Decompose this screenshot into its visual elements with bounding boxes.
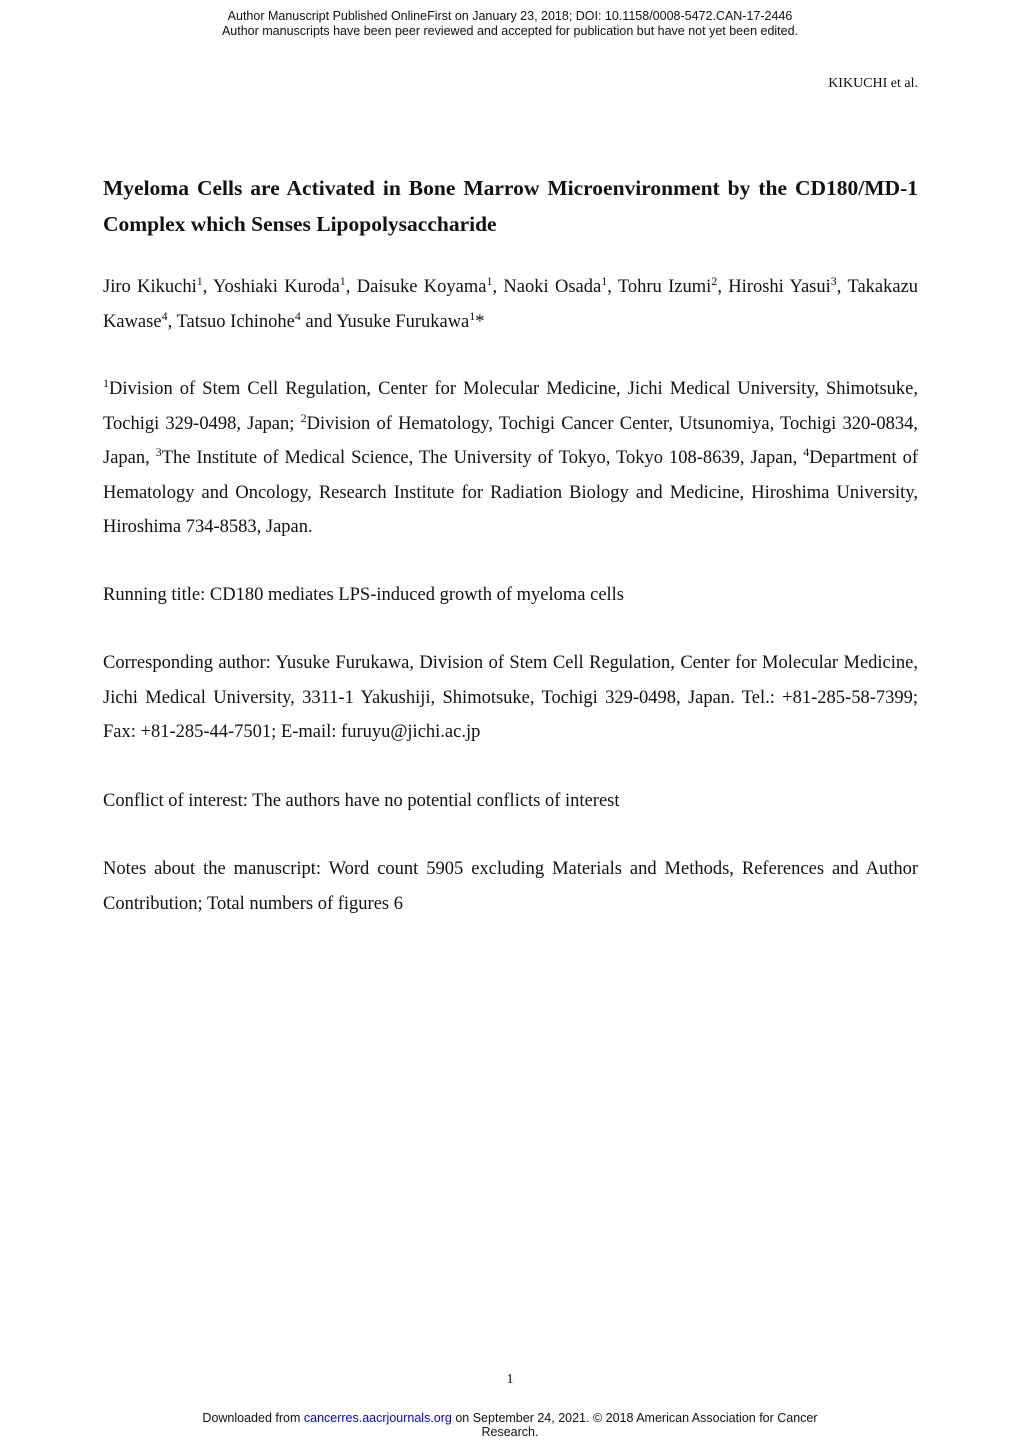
author-name: Takakazu Kawase: [103, 277, 919, 332]
article-title: Myeloma Cells are Activated in Bone Marrow Microenvironment by the CD180/MD-1 Complex which Senses Lipopolysaccharide: [103, 176, 918, 236]
author-separator: ,: [202, 277, 213, 297]
author-list: [103, 270, 918, 339]
author-affiliation-mark: 1: [601, 273, 608, 288]
author-separator: and: [300, 311, 337, 332]
affiliation-number: 3: [155, 444, 162, 459]
title-page-content: [103, 171, 918, 955]
author-name: Hiroshi Yasui: [728, 277, 831, 297]
author-affiliation-mark: 1: [486, 273, 493, 288]
author-separator: ,: [836, 277, 848, 297]
affiliation-list: [103, 372, 918, 545]
running-head: KIKUCHI et al.: [828, 76, 918, 91]
author-name: Jiro Kikuchi: [103, 277, 197, 297]
manuscript-banner: [0, 9, 1020, 39]
affiliation-text: Division of Hematology, Tochigi Cancer Center, Utsunomiya, Tochigi 320-0834, Japan,: [103, 413, 918, 468]
author-name: Yusuke Furukawa: [336, 311, 470, 332]
author-separator: ,: [607, 277, 618, 297]
banner-line-1: Author Manuscript Published OnlineFirst on January 23, 2018; DOI: 10.1158/0008-5472.CAN-17-2446: [227, 9, 793, 23]
download-footer: [0, 1411, 1020, 1439]
author-affiliation-mark: 1: [196, 273, 203, 288]
affiliation-number: 4: [803, 444, 810, 459]
author-name: Naoki Osada: [503, 277, 602, 297]
corresponding-author-mark: *: [475, 311, 485, 332]
corresponding-author: Corresponding author: Yusuke Furukawa, Division of Stem Cell Regulation, Center for Molecular Medicine, Jichi Medical University, 3311-1 Yakushiji, Shimotsuke, Tochigi 329-0498, Japan. Tel.: +81-285-58-7399; Fax: +81-285-44-7501; E-mail: furuyu@jichi.ac.jp: [103, 653, 918, 742]
affiliation-number: 2: [300, 410, 307, 425]
author-affiliation-mark: 2: [711, 273, 718, 288]
author-separator: ,: [345, 277, 357, 297]
author-separator: ,: [492, 277, 504, 297]
footer-line-1: [0, 1411, 1020, 1425]
affiliation-text: The Institute of Medical Science, The University of Tokyo, Tokyo 108-8639, Japan,: [161, 448, 804, 468]
journal-link[interactable]: cancerres.aacrjournals.org: [303, 1411, 452, 1425]
footer-suffix: on September 24, 2021. © 2018 American Association for Cancer: [451, 1411, 818, 1425]
author-affiliation-mark: 4: [161, 308, 168, 323]
manuscript-notes: Notes about the manuscript: Word count 5905 excluding Materials and Methods, References and Author Contribution; Total numbers of figures 6: [103, 859, 918, 914]
author-name: Daisuke Koyama: [356, 277, 487, 297]
author-name: Tatsuo Ichinohe: [176, 311, 295, 332]
author-separator: ,: [717, 277, 729, 297]
affiliation-text: Department of Hematology and Oncology, Research Institute for Radiation Biology and Medicine, Hiroshima University, Hiroshima 734-8583, Japan.: [103, 448, 918, 537]
author-affiliation-mark: 4: [294, 308, 301, 323]
author-separator: ,: [167, 311, 177, 332]
footer-line-2: Research.: [481, 1425, 539, 1439]
author-affiliation-mark: 1: [469, 308, 476, 323]
affiliation-text: Division of Stem Cell Regulation, Center for Molecular Medicine, Jichi Medical University, Shimotsuke, Tochigi 329-0498, Japan;: [103, 379, 918, 434]
affiliation-number: 1: [103, 375, 109, 390]
conflict-of-interest: Conflict of interest: The authors have no potential conflicts of interest: [103, 790, 620, 811]
author-name: Tohru Izumi: [617, 277, 712, 297]
page-number: 1: [506, 1372, 514, 1387]
running-title: Running title: CD180 mediates LPS-induced growth of myeloma cells: [103, 584, 625, 605]
banner-line-2: Author manuscripts have been peer reviewed and accepted for publication but have not yet been edited.: [221, 24, 799, 38]
author-affiliation-mark: 3: [830, 273, 837, 288]
author-name: Yoshiaki Kuroda: [213, 277, 340, 297]
footer-prefix: Downloaded from: [202, 1411, 304, 1425]
author-affiliation-mark: 1: [339, 273, 346, 288]
